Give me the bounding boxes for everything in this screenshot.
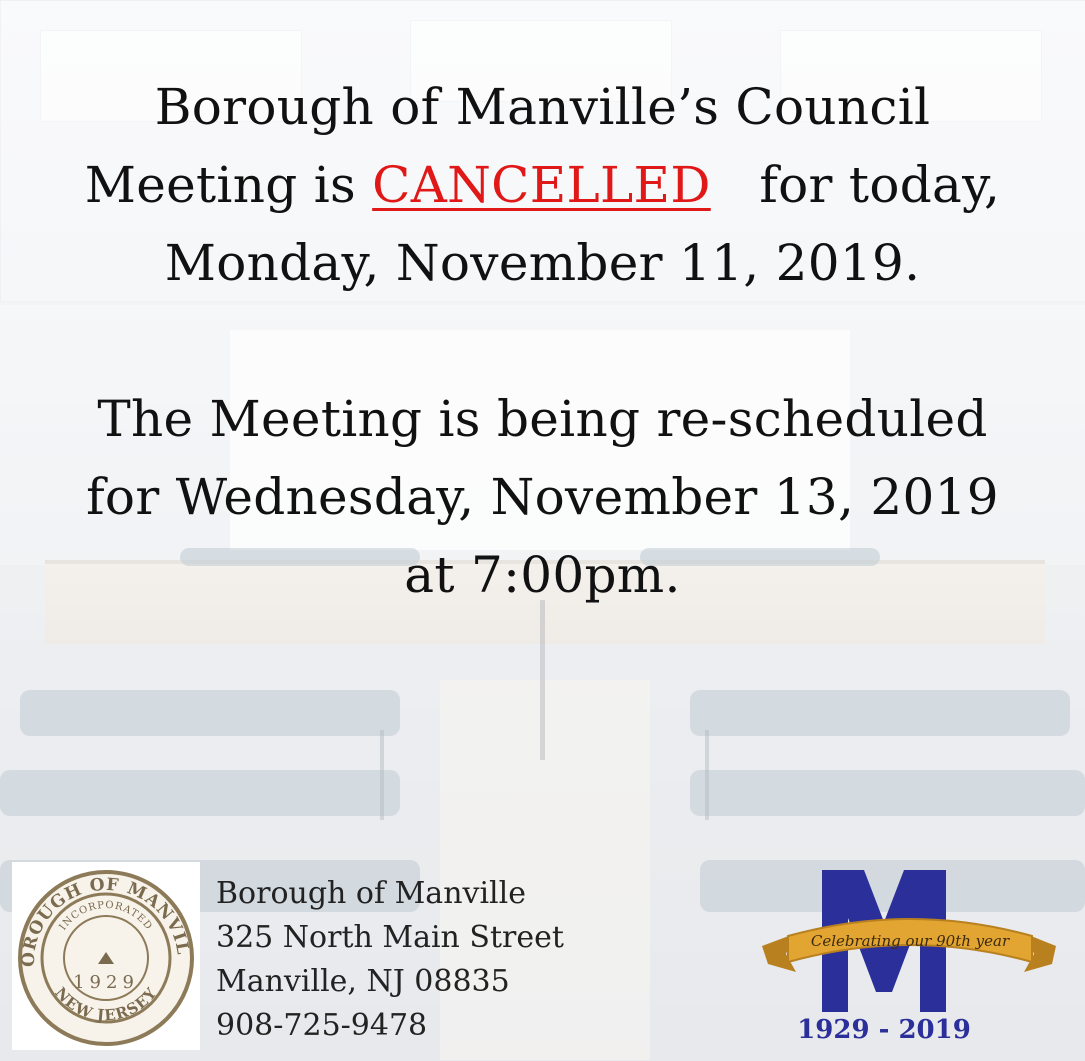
- seal-year: 1929: [73, 972, 139, 993]
- cancelled-word: CANCELLED: [372, 156, 711, 214]
- notice-line-1: Borough of Manville’s Council: [154, 78, 931, 136]
- notice-line-3: Monday, November 11, 2019.: [164, 234, 921, 292]
- address-city: Manville, NJ 08835: [216, 964, 510, 999]
- notice-line-2-prefix: Meeting is: [84, 156, 373, 214]
- reschedule-line-1: The Meeting is being re-scheduled: [97, 390, 988, 448]
- seal-bottom-text: NEW JERSEY: [51, 983, 161, 1025]
- notice-line-2-suffix: for today,: [759, 156, 1001, 214]
- reschedule-notice: [0, 380, 1085, 614]
- seal-top-text: OROUGH OF MANVIL: [18, 874, 193, 968]
- reschedule-line-3: at 7:00pm.: [404, 546, 681, 604]
- anniversary-years: 1929 - 2019: [797, 1015, 971, 1045]
- reschedule-line-2: for Wednesday, November 13, 2019: [86, 468, 999, 526]
- notice-line-2: [0, 146, 1085, 224]
- seal-band-text: INCORPORATED: [57, 899, 155, 933]
- seal-graphic: [12, 862, 200, 1050]
- cancellation-notice: [0, 68, 1085, 302]
- borough-address: [216, 872, 564, 1048]
- address-phone: 908-725-9478: [216, 1008, 428, 1043]
- borough-seal: [12, 862, 200, 1050]
- ribbon-text: Celebrating our 90th year: [810, 932, 1010, 950]
- anniversary-logo-graphic: [760, 862, 1060, 1052]
- address-street: 325 North Main Street: [216, 920, 564, 955]
- address-name: Borough of Manville: [216, 876, 527, 911]
- anniversary-logo: [760, 862, 1060, 1052]
